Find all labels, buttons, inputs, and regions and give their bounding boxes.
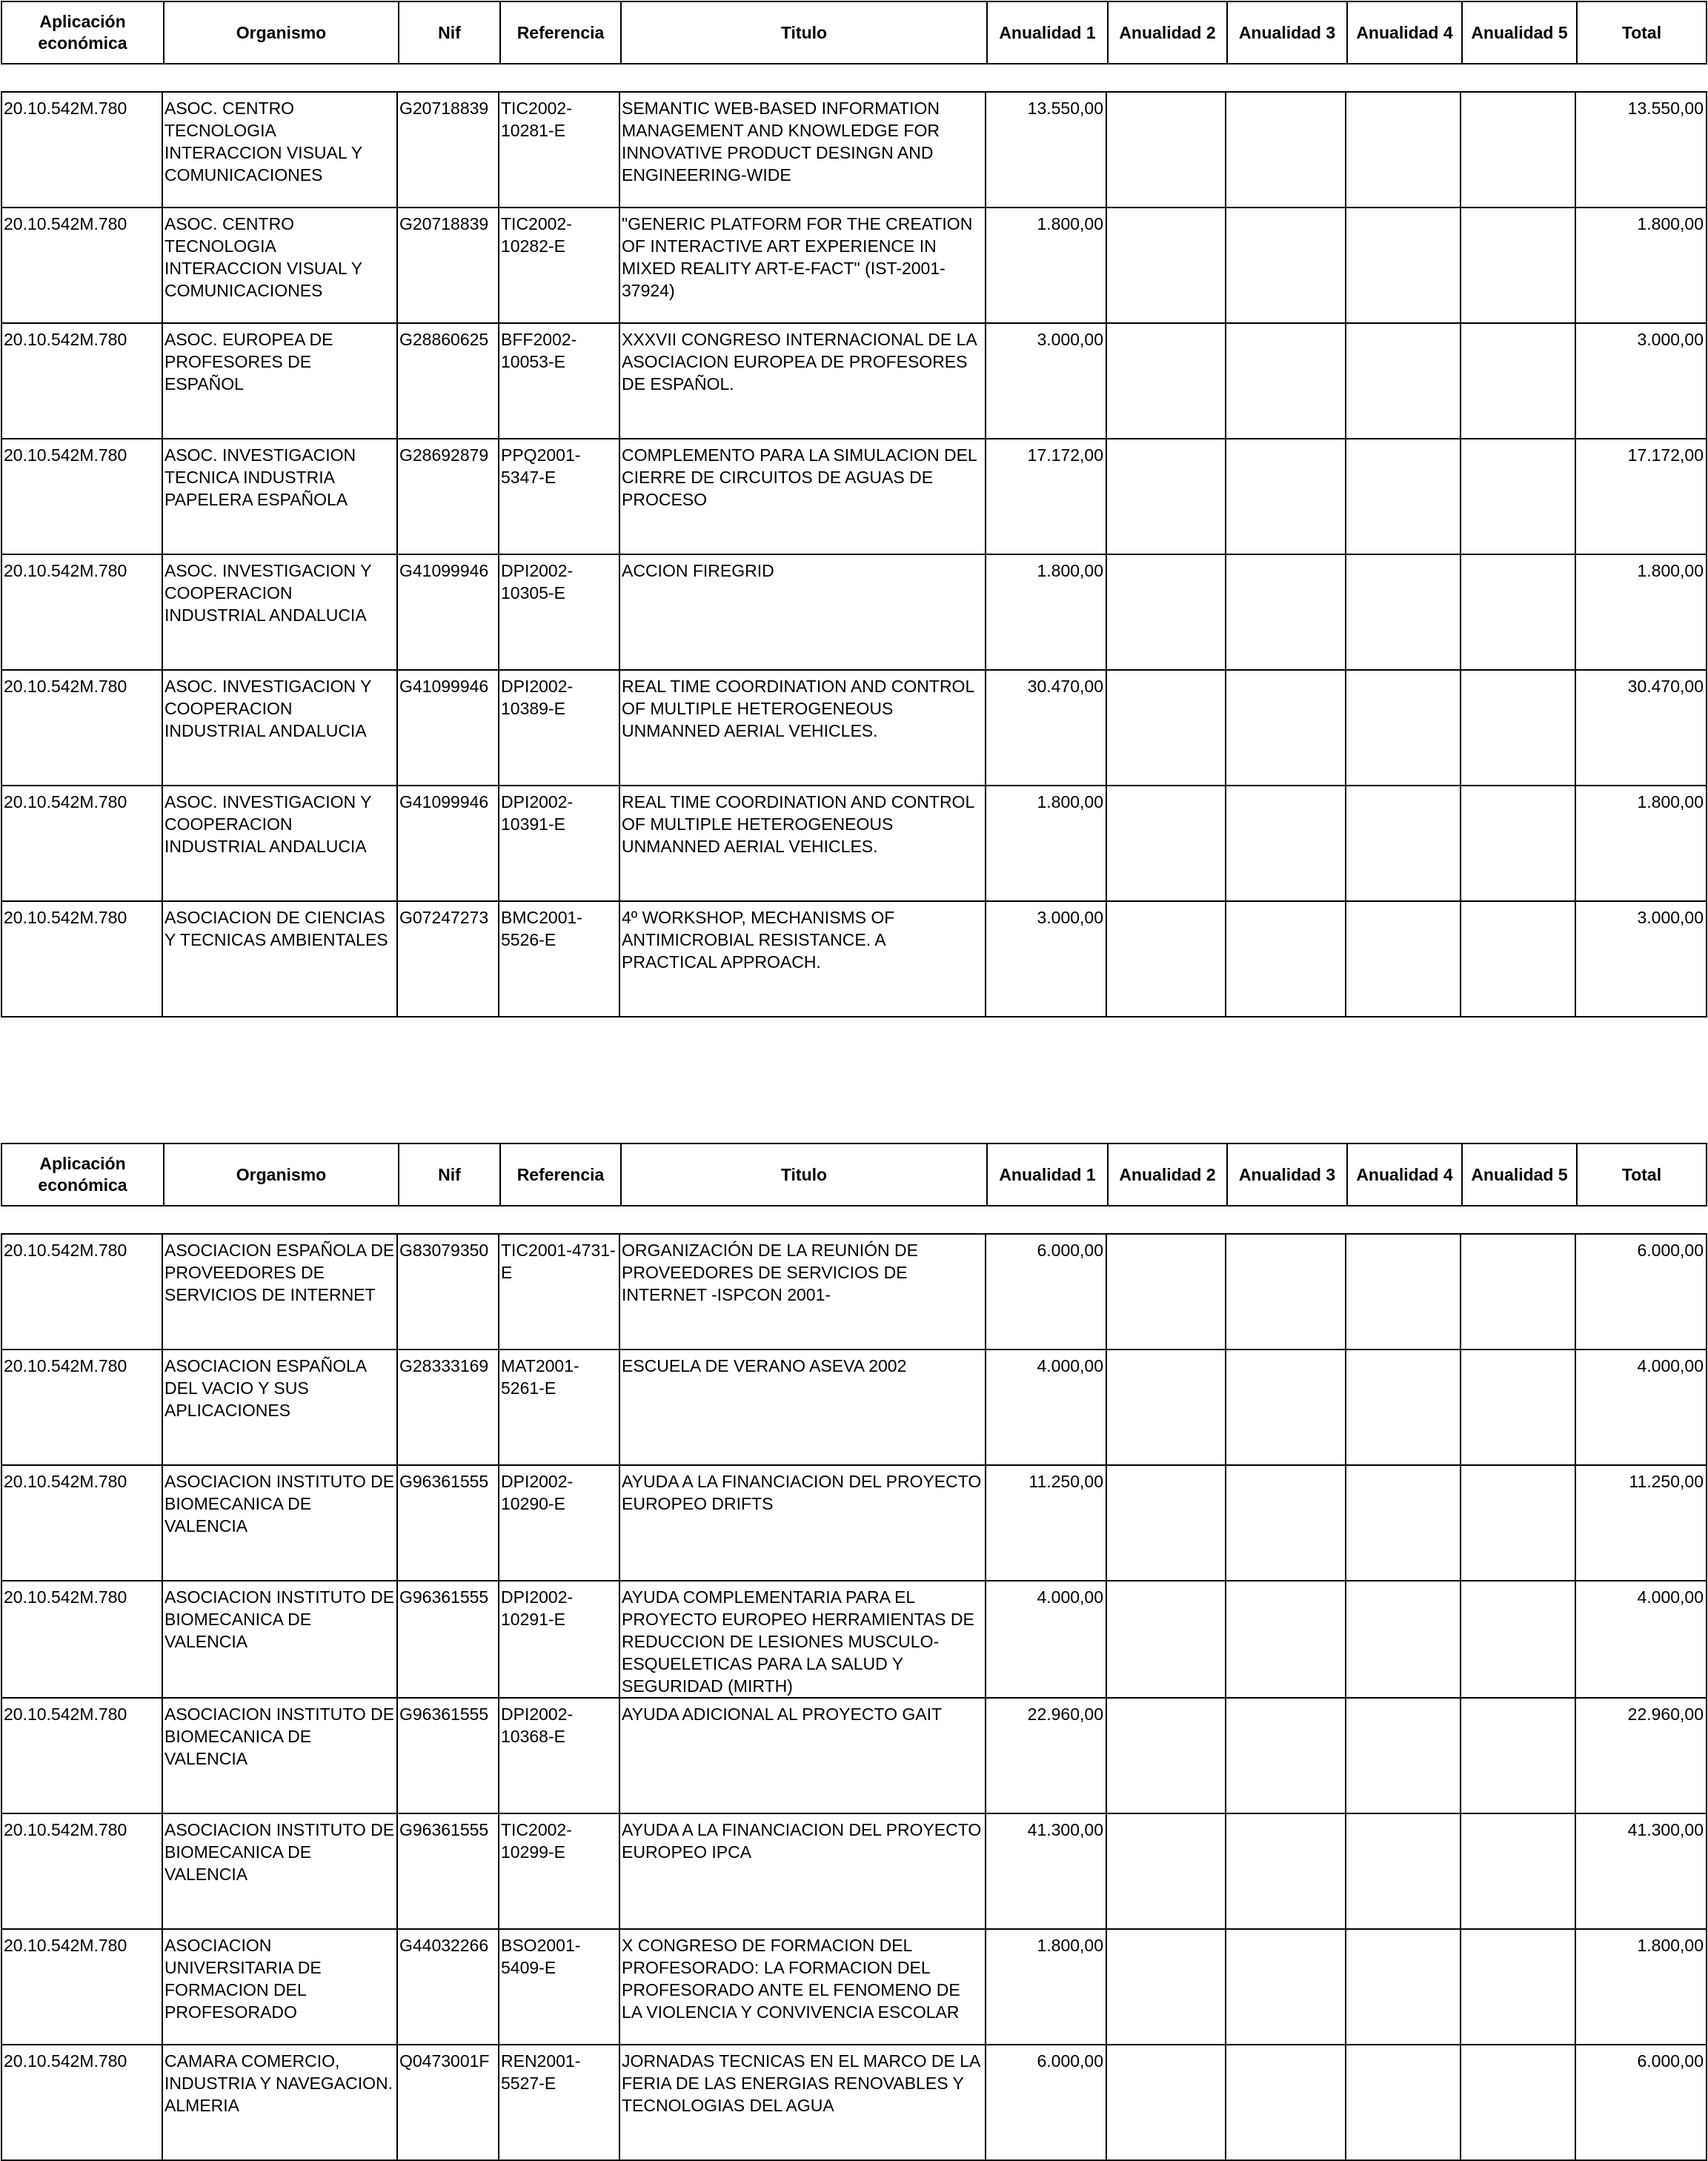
cell-aplicacion: 20.10.542M.780	[1, 323, 162, 439]
cell-referencia: MAT2001-5261-E	[499, 1350, 619, 1465]
cell-total: 1.800,00	[1575, 786, 1707, 901]
cell-anualidad-5	[1461, 1698, 1575, 1813]
cell-referencia: REN2001-5527-E	[499, 2045, 619, 2160]
cell-anualidad-5	[1461, 439, 1575, 554]
table-row	[1, 786, 1707, 901]
cell-total: 1.800,00	[1575, 1929, 1707, 2045]
cell-aplicacion: 20.10.542M.780	[1, 1465, 162, 1581]
cell-anualidad-3	[1226, 901, 1346, 1017]
cell-organismo: ASOCIACION UNIVERSITARIA DE FORMACION DEL PROFESORADO	[162, 1929, 397, 2045]
col-header-aplicacion: Aplicación económica	[1, 1143, 164, 1206]
cell-nif: G83079350	[397, 1234, 499, 1350]
cell-anualidad-4	[1346, 1350, 1461, 1465]
cell-aplicacion: 20.10.542M.780	[1, 1698, 162, 1813]
cell-aplicacion: 20.10.542M.780	[1, 208, 162, 323]
cell-anualidad-2	[1106, 901, 1226, 1017]
cell-organismo: ASOC. CENTRO TECNOLOGIA INTERACCION VISUAL Y COMUNICACIONES	[162, 208, 397, 323]
col-header-anualidad-1: Anualidad 1	[987, 1143, 1108, 1206]
cell-anualidad-1: 17.172,00	[986, 439, 1106, 554]
cell-anualidad-3	[1226, 1929, 1346, 2045]
cell-nif: G28333169	[397, 1350, 499, 1465]
table-row	[1, 208, 1707, 323]
table-row	[1, 1581, 1707, 1698]
cell-anualidad-4	[1346, 1581, 1461, 1698]
header-row	[1, 1143, 1707, 1206]
cell-referencia: BFF2002-10053-E	[499, 323, 619, 439]
cell-nif: G96361555	[397, 1813, 499, 1929]
cell-nif: G28860625	[397, 323, 499, 439]
cell-anualidad-4	[1346, 1465, 1461, 1581]
cell-titulo: ESCUELA DE VERANO ASEVA 2002	[619, 1350, 986, 1465]
cell-titulo: AYUDA A LA FINANCIACION DEL PROYECTO EUROPEO IPCA	[619, 1813, 986, 1929]
cell-anualidad-2	[1106, 1350, 1226, 1465]
cell-nif: G96361555	[397, 1581, 499, 1698]
cell-anualidad-1: 13.550,00	[986, 92, 1106, 208]
cell-organismo: ASOC. EUROPEA DE PROFESORES DE ESPAÑOL	[162, 323, 397, 439]
cell-referencia: BMC2001-5526-E	[499, 901, 619, 1017]
cell-anualidad-4	[1346, 439, 1461, 554]
cell-anualidad-5	[1461, 208, 1575, 323]
data-table-2	[1, 1233, 1707, 2161]
table-row	[1, 1698, 1707, 1813]
cell-nif: G41099946	[397, 670, 499, 786]
cell-titulo: "GENERIC PLATFORM FOR THE CREATION OF INTERACTIVE ART EXPERIENCE IN MIXED REALITY ART-E-FACT" (IST-2001-37924)	[619, 208, 986, 323]
cell-nif: G96361555	[397, 1698, 499, 1813]
cell-anualidad-5	[1461, 901, 1575, 1017]
cell-anualidad-3	[1226, 1698, 1346, 1813]
cell-total: 3.000,00	[1575, 323, 1707, 439]
cell-nif: Q0473001F	[397, 2045, 499, 2160]
cell-anualidad-2	[1106, 1698, 1226, 1813]
table-row	[1, 1929, 1707, 2045]
cell-aplicacion: 20.10.542M.780	[1, 92, 162, 208]
cell-anualidad-1: 6.000,00	[986, 1234, 1106, 1350]
cell-anualidad-1: 1.800,00	[986, 786, 1106, 901]
col-header-total: Total	[1577, 1143, 1707, 1206]
table-row	[1, 2045, 1707, 2160]
cell-anualidad-1: 3.000,00	[986, 323, 1106, 439]
cell-nif: G41099946	[397, 786, 499, 901]
cell-nif: G96361555	[397, 1465, 499, 1581]
cell-titulo: REAL TIME COORDINATION AND CONTROL OF MULTIPLE HETEROGENEOUS UNMANNED AERIAL VEHICLES.	[619, 786, 986, 901]
col-header-anualidad-3: Anualidad 3	[1227, 1143, 1347, 1206]
cell-aplicacion: 20.10.542M.780	[1, 439, 162, 554]
cell-anualidad-1: 4.000,00	[986, 1350, 1106, 1465]
cell-total: 3.000,00	[1575, 901, 1707, 1017]
table-row	[1, 1234, 1707, 1350]
cell-anualidad-2	[1106, 786, 1226, 901]
cell-anualidad-4	[1346, 786, 1461, 901]
cell-anualidad-4	[1346, 1698, 1461, 1813]
cell-titulo: REAL TIME COORDINATION AND CONTROL OF MULTIPLE HETEROGENEOUS UNMANNED AERIAL VEHICLES.	[619, 670, 986, 786]
cell-anualidad-3	[1226, 208, 1346, 323]
cell-organismo: ASOC. INVESTIGACION Y COOPERACION INDUSTRIAL ANDALUCIA	[162, 670, 397, 786]
cell-referencia: DPI2002-10368-E	[499, 1698, 619, 1813]
cell-anualidad-2	[1106, 1465, 1226, 1581]
cell-aplicacion: 20.10.542M.780	[1, 1929, 162, 2045]
cell-anualidad-1: 41.300,00	[986, 1813, 1106, 1929]
col-header-referencia: Referencia	[500, 1143, 621, 1206]
col-header-organismo: Organismo	[164, 1, 399, 64]
cell-anualidad-1: 22.960,00	[986, 1698, 1106, 1813]
cell-aplicacion: 20.10.542M.780	[1, 2045, 162, 2160]
cell-referencia: PPQ2001-5347-E	[499, 439, 619, 554]
cell-titulo: SEMANTIC WEB-BASED INFORMATION MANAGEMENT AND KNOWLEDGE FOR INNOVATIVE PRODUCT DESINGN AND ENGINEERING-WIDE	[619, 92, 986, 208]
data-table-1	[1, 91, 1707, 1018]
cell-titulo: JORNADAS TECNICAS EN EL MARCO DE LA FERIA DE LAS ENERGIAS RENOVABLES Y TECNOLOGIAS DEL AGUA	[619, 2045, 986, 2160]
cell-aplicacion: 20.10.542M.780	[1, 1350, 162, 1465]
col-header-total: Total	[1577, 1, 1707, 64]
cell-referencia: DPI2002-10290-E	[499, 1465, 619, 1581]
col-header-anualidad-5: Anualidad 5	[1462, 1143, 1577, 1206]
cell-anualidad-3	[1226, 554, 1346, 670]
cell-anualidad-1: 30.470,00	[986, 670, 1106, 786]
col-header-aplicacion: Aplicación económica	[1, 1, 164, 64]
cell-anualidad-4	[1346, 2045, 1461, 2160]
col-header-anualidad-3: Anualidad 3	[1227, 1, 1347, 64]
cell-anualidad-2	[1106, 1234, 1226, 1350]
cell-aplicacion: 20.10.542M.780	[1, 786, 162, 901]
cell-referencia: TIC2001-4731-E	[499, 1234, 619, 1350]
cell-anualidad-5	[1461, 1581, 1575, 1698]
cell-total: 6.000,00	[1575, 2045, 1707, 2160]
col-header-organismo: Organismo	[164, 1143, 399, 1206]
col-header-nif: Nif	[399, 1143, 500, 1206]
col-header-anualidad-2: Anualidad 2	[1108, 1, 1227, 64]
cell-referencia: DPI2002-10391-E	[499, 786, 619, 901]
cell-anualidad-1: 1.800,00	[986, 208, 1106, 323]
cell-anualidad-5	[1461, 1465, 1575, 1581]
cell-anualidad-4	[1346, 1234, 1461, 1350]
cell-titulo: COMPLEMENTO PARA LA SIMULACION DEL CIERRE DE CIRCUITOS DE AGUAS DE PROCESO	[619, 439, 986, 554]
cell-anualidad-5	[1461, 323, 1575, 439]
cell-anualidad-5	[1461, 2045, 1575, 2160]
cell-total: 4.000,00	[1575, 1581, 1707, 1698]
cell-total: 22.960,00	[1575, 1698, 1707, 1813]
cell-anualidad-1: 4.000,00	[986, 1581, 1106, 1698]
col-header-anualidad-4: Anualidad 4	[1347, 1, 1462, 64]
cell-organismo: CAMARA COMERCIO, INDUSTRIA Y NAVEGACION. ALMERIA	[162, 2045, 397, 2160]
cell-total: 13.550,00	[1575, 92, 1707, 208]
cell-anualidad-5	[1461, 786, 1575, 901]
cell-total: 11.250,00	[1575, 1465, 1707, 1581]
cell-aplicacion: 20.10.542M.780	[1, 1813, 162, 1929]
cell-organismo: ASOCIACION ESPAÑOLA DEL VACIO Y SUS APLICACIONES	[162, 1350, 397, 1465]
cell-anualidad-2	[1106, 323, 1226, 439]
cell-anualidad-3	[1226, 1581, 1346, 1698]
cell-anualidad-3	[1226, 1234, 1346, 1350]
cell-referencia: TIC2002-10299-E	[499, 1813, 619, 1929]
cell-anualidad-2	[1106, 1581, 1226, 1698]
cell-anualidad-4	[1346, 92, 1461, 208]
col-header-anualidad-5: Anualidad 5	[1462, 1, 1577, 64]
cell-anualidad-4	[1346, 1929, 1461, 2045]
header-table-2	[1, 1143, 1707, 1206]
table-row	[1, 439, 1707, 554]
cell-total: 17.172,00	[1575, 439, 1707, 554]
col-header-referencia: Referencia	[500, 1, 621, 64]
cell-organismo: ASOCIACION INSTITUTO DE BIOMECANICA DE VALENCIA	[162, 1465, 397, 1581]
cell-titulo: 4º WORKSHOP, MECHANISMS OF ANTIMICROBIAL RESISTANCE. A PRACTICAL APPROACH.	[619, 901, 986, 1017]
cell-anualidad-3	[1226, 92, 1346, 208]
cell-referencia: DPI2002-10389-E	[499, 670, 619, 786]
cell-anualidad-2	[1106, 208, 1226, 323]
col-header-titulo: Titulo	[621, 1, 987, 64]
table-row	[1, 554, 1707, 670]
cell-anualidad-4	[1346, 554, 1461, 670]
cell-anualidad-2	[1106, 1813, 1226, 1929]
cell-referencia: BSO2001-5409-E	[499, 1929, 619, 2045]
cell-anualidad-2	[1106, 92, 1226, 208]
cell-organismo: ASOC. CENTRO TECNOLOGIA INTERACCION VISUAL Y COMUNICACIONES	[162, 92, 397, 208]
cell-anualidad-4	[1346, 670, 1461, 786]
cell-organismo: ASOCIACION INSTITUTO DE BIOMECANICA DE VALENCIA	[162, 1698, 397, 1813]
cell-aplicacion: 20.10.542M.780	[1, 670, 162, 786]
col-header-anualidad-1: Anualidad 1	[987, 1, 1108, 64]
cell-total: 30.470,00	[1575, 670, 1707, 786]
cell-anualidad-3	[1226, 1350, 1346, 1465]
cell-organismo: ASOC. INVESTIGACION TECNICA INDUSTRIA PAPELERA ESPAÑOLA	[162, 439, 397, 554]
cell-total: 4.000,00	[1575, 1350, 1707, 1465]
cell-anualidad-2	[1106, 1929, 1226, 2045]
cell-organismo: ASOC. INVESTIGACION Y COOPERACION INDUSTRIAL ANDALUCIA	[162, 554, 397, 670]
cell-anualidad-5	[1461, 554, 1575, 670]
table-row	[1, 1350, 1707, 1465]
cell-organismo: ASOCIACION INSTITUTO DE BIOMECANICA DE VALENCIA	[162, 1581, 397, 1698]
cell-aplicacion: 20.10.542M.780	[1, 1234, 162, 1350]
table-row	[1, 670, 1707, 786]
cell-anualidad-5	[1461, 670, 1575, 786]
cell-nif: G20718839	[397, 208, 499, 323]
table-row	[1, 92, 1707, 208]
cell-anualidad-5	[1461, 1813, 1575, 1929]
cell-organismo: ASOCIACION ESPAÑOLA DE PROVEEDORES DE SERVICIOS DE INTERNET	[162, 1234, 397, 1350]
col-header-titulo: Titulo	[621, 1143, 987, 1206]
col-header-anualidad-2: Anualidad 2	[1108, 1143, 1227, 1206]
cell-titulo: XXXVII CONGRESO INTERNACIONAL DE LA ASOCIACION EUROPEA DE PROFESORES DE ESPAÑOL.	[619, 323, 986, 439]
cell-nif: G20718839	[397, 92, 499, 208]
cell-nif: G44032266	[397, 1929, 499, 2045]
cell-organismo: ASOCIACION DE CIENCIAS Y TECNICAS AMBIENTALES	[162, 901, 397, 1017]
cell-nif: G07247273	[397, 901, 499, 1017]
col-header-nif: Nif	[399, 1, 500, 64]
cell-referencia: TIC2002-10281-E	[499, 92, 619, 208]
cell-anualidad-1: 1.800,00	[986, 554, 1106, 670]
cell-titulo: ORGANIZACIÓN DE LA REUNIÓN DE PROVEEDORES DE SERVICIOS DE INTERNET -ISPCON 2001-	[619, 1234, 986, 1350]
cell-total: 6.000,00	[1575, 1234, 1707, 1350]
cell-total: 41.300,00	[1575, 1813, 1707, 1929]
cell-anualidad-4	[1346, 1813, 1461, 1929]
cell-aplicacion: 20.10.542M.780	[1, 901, 162, 1017]
cell-anualidad-2	[1106, 439, 1226, 554]
cell-referencia: TIC2002-10282-E	[499, 208, 619, 323]
cell-anualidad-1: 11.250,00	[986, 1465, 1106, 1581]
cell-aplicacion: 20.10.542M.780	[1, 554, 162, 670]
cell-nif: G28692879	[397, 439, 499, 554]
cell-anualidad-3	[1226, 439, 1346, 554]
header-table-1	[1, 1, 1707, 64]
cell-anualidad-3	[1226, 1465, 1346, 1581]
cell-anualidad-5	[1461, 1929, 1575, 2045]
cell-anualidad-2	[1106, 670, 1226, 786]
cell-anualidad-3	[1226, 1813, 1346, 1929]
header-row	[1, 1, 1707, 64]
cell-anualidad-4	[1346, 208, 1461, 323]
cell-anualidad-3	[1226, 786, 1346, 901]
table-row	[1, 323, 1707, 439]
cell-anualidad-5	[1461, 1234, 1575, 1350]
cell-anualidad-1: 3.000,00	[986, 901, 1106, 1017]
cell-anualidad-2	[1106, 2045, 1226, 2160]
cell-aplicacion: 20.10.542M.780	[1, 1581, 162, 1698]
cell-anualidad-4	[1346, 901, 1461, 1017]
cell-referencia: DPI2002-10291-E	[499, 1581, 619, 1698]
cell-anualidad-4	[1346, 323, 1461, 439]
cell-nif: G41099946	[397, 554, 499, 670]
cell-titulo: AYUDA A LA FINANCIACION DEL PROYECTO EUROPEO DRIFTS	[619, 1465, 986, 1581]
cell-anualidad-3	[1226, 323, 1346, 439]
table-row	[1, 1813, 1707, 1929]
col-header-anualidad-4: Anualidad 4	[1347, 1143, 1462, 1206]
cell-referencia: DPI2002-10305-E	[499, 554, 619, 670]
cell-titulo: X CONGRESO DE FORMACION DEL PROFESORADO: LA FORMACION DEL PROFESORADO ANTE EL FENOMENO DE LA VIOLENCIA Y CONVIVENCIA ESCOLAR	[619, 1929, 986, 2045]
cell-anualidad-5	[1461, 1350, 1575, 1465]
table-row	[1, 1465, 1707, 1581]
cell-total: 1.800,00	[1575, 554, 1707, 670]
cell-titulo: ACCION FIREGRID	[619, 554, 986, 670]
cell-anualidad-3	[1226, 2045, 1346, 2160]
cell-organismo: ASOC. INVESTIGACION Y COOPERACION INDUSTRIAL ANDALUCIA	[162, 786, 397, 901]
cell-anualidad-1: 6.000,00	[986, 2045, 1106, 2160]
cell-total: 1.800,00	[1575, 208, 1707, 323]
table-row	[1, 901, 1707, 1017]
cell-anualidad-2	[1106, 554, 1226, 670]
cell-titulo: AYUDA ADICIONAL AL PROYECTO GAIT	[619, 1698, 986, 1813]
cell-anualidad-3	[1226, 670, 1346, 786]
cell-titulo: AYUDA COMPLEMENTARIA PARA EL PROYECTO EUROPEO HERRAMIENTAS DE REDUCCION DE LESIONES MUSCULO-ESQUELETICAS PARA LA SALUD Y SEGURIDAD (MIRTH)	[619, 1581, 986, 1698]
cell-anualidad-5	[1461, 92, 1575, 208]
cell-organismo: ASOCIACION INSTITUTO DE BIOMECANICA DE VALENCIA	[162, 1813, 397, 1929]
cell-anualidad-1: 1.800,00	[986, 1929, 1106, 2045]
